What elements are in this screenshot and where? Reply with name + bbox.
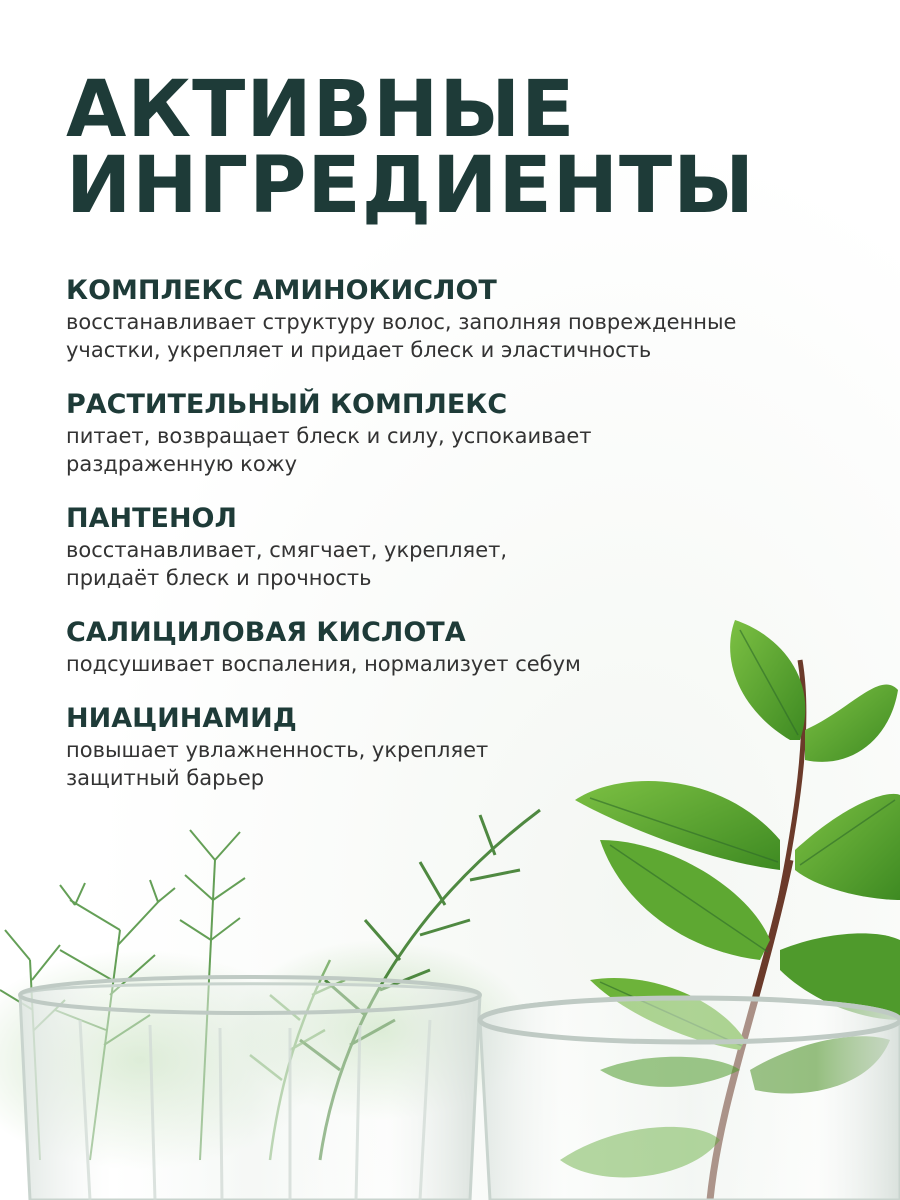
right-glass-jar — [480, 998, 900, 1200]
ingredient-name: КОМПЛЕКС АМИНОКИСЛОТ — [66, 275, 497, 306]
page-title — [66, 65, 756, 231]
left-glass-jar — [20, 977, 480, 1200]
ingredient-item — [66, 702, 786, 792]
ingredient-name: САЛИЦИЛОВАЯ КИСЛОТА — [66, 617, 466, 648]
ingredient-description: восстанавливает, смягчает, укрепляет, придаёт блеск и прочность — [66, 538, 508, 590]
ingredient-item — [66, 274, 786, 364]
ingredient-description: восстанавливает структуру волос, заполняя поврежденные участки, укрепляет и придает блеск и эластичность — [66, 310, 737, 362]
ingredient-description: питает, возвращает блеск и силу, успокаивает раздраженную кожу — [66, 424, 592, 476]
ingredient-description: подсушивает воспаления, нормализует себум — [66, 652, 581, 676]
ingredients-list — [66, 274, 786, 792]
ingredient-item — [66, 388, 786, 478]
ingredient-item — [66, 616, 786, 678]
ingredient-name: РАСТИТЕЛЬНЫЙ КОМПЛЕКС — [66, 389, 508, 420]
title-line-1: АКТИВНЫЕ — [66, 65, 576, 155]
ingredient-item — [66, 502, 786, 592]
ingredient-name: НИАЦИНАМИД — [66, 703, 297, 734]
title-line-2: ИНГРЕДИЕНТЫ — [66, 141, 756, 231]
ingredient-name: ПАНТЕНОЛ — [66, 503, 237, 534]
ingredient-description: повышает увлажненность, укрепляет защитный барьер — [66, 738, 489, 790]
